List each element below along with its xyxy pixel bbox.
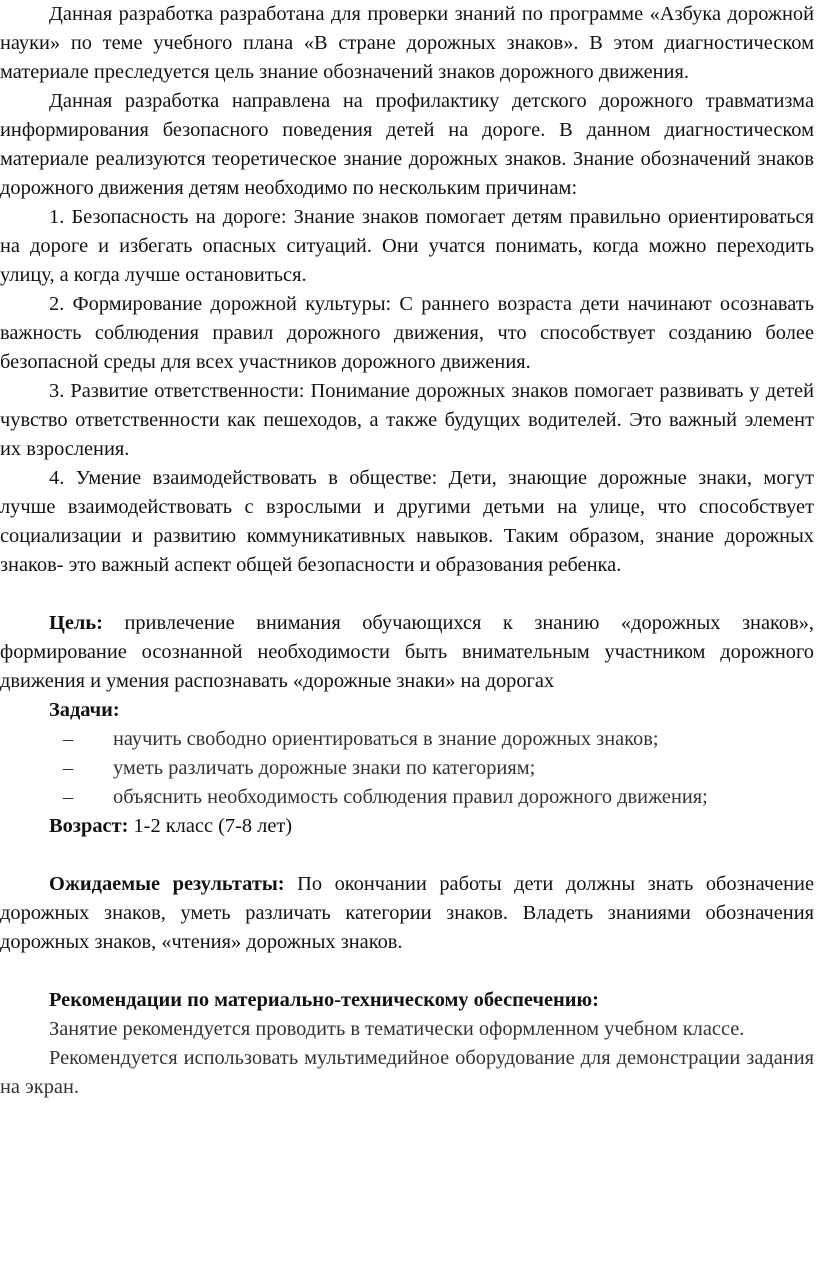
reason-item-1: 1. Безопасность на дороге: Знание знаков помогает детям правильно ориентироваться на дороге и избегать опасных ситуаций. Они учатся понимать, когда можно переходить улицу, а когда лучше остановиться. — [0, 206, 814, 286]
task-text: научить свободно ориентироваться в знание дорожных знаков; — [113, 728, 659, 750]
dash-bullet: – — [63, 786, 74, 808]
reason-item-3: 3. Развитие ответственности: Понимание дорожных знаков помогает развивать у детей чувство ответственности как пешеходов, а также будущих водителей. Это важный элемент их взросления. — [0, 380, 814, 460]
recommendations-heading: Рекомендации по материально-техническому обеспечению: — [49, 989, 599, 1011]
goal-paragraph — [0, 609, 814, 696]
intro-paragraph-1: Данная разработка разработана для проверки знаний по программе «Азбука дорожной науки» по теме учебного плана «В стране дорожных знаков». В этом диагностическом материале преследуется цель знание обозначений знаков дорожного движения. — [0, 3, 814, 83]
task-item-3 — [0, 783, 814, 812]
goal-text: привлечение внимания обучающихся к знанию «дорожных знаков», формирование осознанной необходимости быть внимательным участником дорожного движения и умения распознавать «дорожные знаки» на дорогах — [0, 612, 814, 692]
results-paragraph — [0, 870, 814, 957]
task-text: объяснить необходимость соблюдения правил дорожного движения; — [113, 786, 708, 808]
tasks-list — [0, 725, 814, 812]
recommendations-paragraph-2: Рекомендуется использовать мультимедийное оборудование для демонстрации задания на экран. — [0, 1047, 814, 1098]
task-item-1 — [0, 725, 814, 754]
tasks-label: Задачи: — [49, 699, 120, 721]
age-paragraph — [0, 812, 814, 841]
intro-paragraph-2: Данная разработка направлена на профилактику детского дорожного травматизма информирования безопасного поведения детей на дороге. В данном диагностическом материале реализуются теоретическое знание дорожных знаков. Знание обозначений знаков дорожного движения детям необходимо по нескольким причинам: — [0, 90, 814, 199]
recommendations-paragraph-1: Занятие рекомендуется проводить в тематически оформленном учебном классе. — [49, 1018, 745, 1040]
age-text: 1-2 класс (7-8 лет) — [128, 815, 293, 837]
dash-bullet: – — [63, 757, 74, 779]
task-text: уметь различать дорожные знаки по категориям; — [113, 757, 536, 779]
age-label: Возраст: — [49, 815, 129, 837]
dash-bullet: – — [63, 728, 74, 750]
goal-label: Цель: — [49, 612, 103, 634]
results-text: По окончании работы дети должны знать обозначение дорожных знаков, уметь различать категории знаков. Владеть знаниями обозначения дорожных знаков, «чтения» дорожных знаков. — [0, 873, 814, 953]
task-item-2 — [0, 754, 814, 783]
reason-item-2: 2. Формирование дорожной культуры: С раннего возраста дети начинают осознавать важность соблюдения правил дорожного движения, что способствует созданию более безопасной среды для всех участников дорожного движения. — [0, 293, 814, 373]
reason-item-4: 4. Умение взаимодействовать в обществе: Дети, знающие дорожные знаки, могут лучше взаимодействовать с взрослыми и другими детьми на улице, что способствует социализации и развитию коммуникативных навыков. Таким образом, знание дорожных знаков- это важный аспект общей безопасности и образования ребенка. — [0, 467, 814, 576]
results-label: Ожидаемые результаты: — [49, 873, 285, 895]
